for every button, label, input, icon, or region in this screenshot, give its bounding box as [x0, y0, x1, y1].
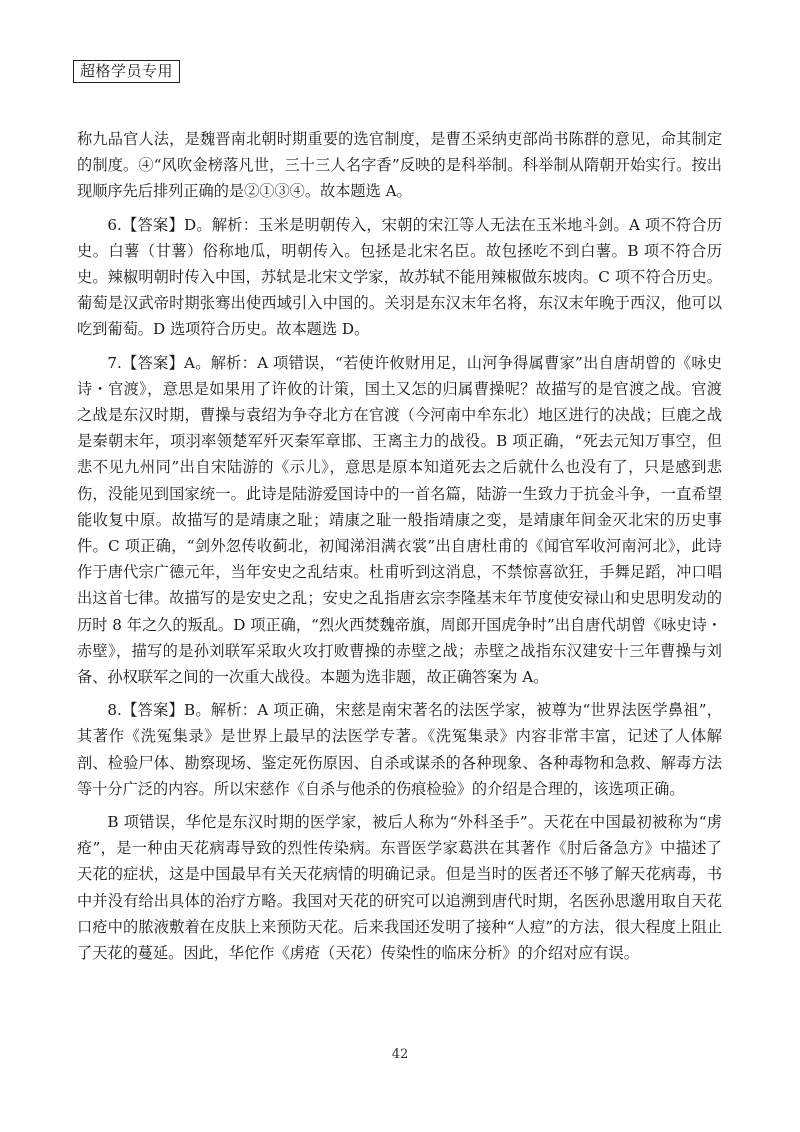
paragraph-continuation: 称九品官人法，是魏晋南北朝时期重要的选官制度，是曹丕采纳吏部尚书陈群的意见，命其制定的制度。④“风吹金榜落凡世，三十三人名字香”反映的是科举制。科举制从隋朝开始实行。按出现顺序先后排列正确的是②①③④。故本题选 A。 [77, 130, 722, 201]
paragraph-answer-8-option-b: B 项错误，华佗是东汉时期的医学家，被后人称为“外科圣手”。天花在中国最初被称为“虏疮”，是一种由天花病毒导致的烈性传染病。东晋医学家葛洪在其著作《肘后备急方》中描述了天花的症状，这是中国最早有关天花病情的明确记录。但是当时的医者还不够了解天花病毒，书中并没有给出具体的治疗方略。我国对天花的研究可以追溯到唐代时期，名医孙思邈用取自天花口疮中的脓液敷着在皮肤上来预防天花。后来我国还发明了接种“人痘”的方法，很大程度上阻止了天花的蔓延。因此，华佗作《虏疮（天花）传染性的临床分析》的介绍对应有误。 [77, 813, 722, 963]
header-stamp: 超格学员专用 [73, 60, 180, 83]
document-body [77, 126, 722, 973]
paragraph-answer-7: 7.【答案】A。解析：A 项错误，“若使许攸财用足，山河争得属曹家”出自唐胡曾的《咏史诗・官渡》，意思是如果用了许攸的计策，国土又怎的归属曹操呢？故描写的是官渡之战。官渡之战是东汉时期，曹操与袁绍为争夺北方在官渡（今河南中牟东北）地区进行的决战；巨鹿之战是秦朝末年，项羽率领楚军歼灭秦军章邯、王离主力的战役。B 项正确，“死去元知万事空，但悲不见九州同”出自宋陆游的《示儿》，意思是原本知道死去之后就什么也没有了，只是感到悲伤，没能见到国家统一。此诗是陆游爱国诗中的一首名篇，陆游一生致力于抗金斗争，一直希望能收复中原。故描写的是靖康之耻；靖康之耻一般指靖康之变，是靖康年间金灭北宋的历史事件。C 项正确，“剑外忽传收蓟北，初闻涕泪满衣裳”出自唐杜甫的《闻官军收河南河北》，此诗作于唐代宗广德元年，当年安史之乱结束。杜甫听到这消息，不禁惊喜欲狂，手舞足蹈，冲口唱出这首七律。故描写的是安史之乱；安史之乱指唐玄宗李隆基末年节度使安禄山和史思明发动的历时 8 年之久的叛乱。D 项正确，“烈火西焚魏帝旗，周郎开国虎争时”出自唐代胡曾《咏史诗・赤壁》，描写的是孙刘联军采取火攻打败曹操的赤壁之战；赤壁之战指东汉建安十三年曹操与刘备、孙权联军之间的一次重大战役。本题为选非题，故正确答案为 A。 [77, 353, 722, 687]
paragraph-answer-6: 6.【答案】D。解析：玉米是明朝传入，宋朝的宋江等人无法在玉米地斗剑。A 项不符合历史。白薯（甘薯）俗称地瓜，明朝传入。包拯是北宋名臣。故包拯吃不到白薯。B 项不符合历史。辣椒明朝时传入中国，苏轼是北宋文学家，故苏轼不能用辣椒做东坡肉。C 项不符合历史。葡萄是汉武帝时期张骞出使西域引入中国的。关羽是东汉末年名将，东汉末年晚于西汉，他可以吃到葡萄。D 选项符合历史。故本题选 D。 [77, 215, 722, 339]
page-number: 42 [391, 1047, 409, 1062]
paragraph-answer-8: 8.【答案】B。解析：A 项正确，宋慈是南宋著名的法医学家，被尊为“世界法医学鼻祖”，其著作《洗冤集录》是世界上最早的法医学专著。《洗冤集录》内容非常丰富，记述了人体解剖、检验尸体、勘察现场、鉴定死伤原因、自杀或谋杀的各种现象、各种毒物和急救、解毒方法等十分广泛的内容。所以宋慈作《自杀与他杀的伤痕检验》的介绍是合理的，该选项正确。 [77, 701, 722, 798]
